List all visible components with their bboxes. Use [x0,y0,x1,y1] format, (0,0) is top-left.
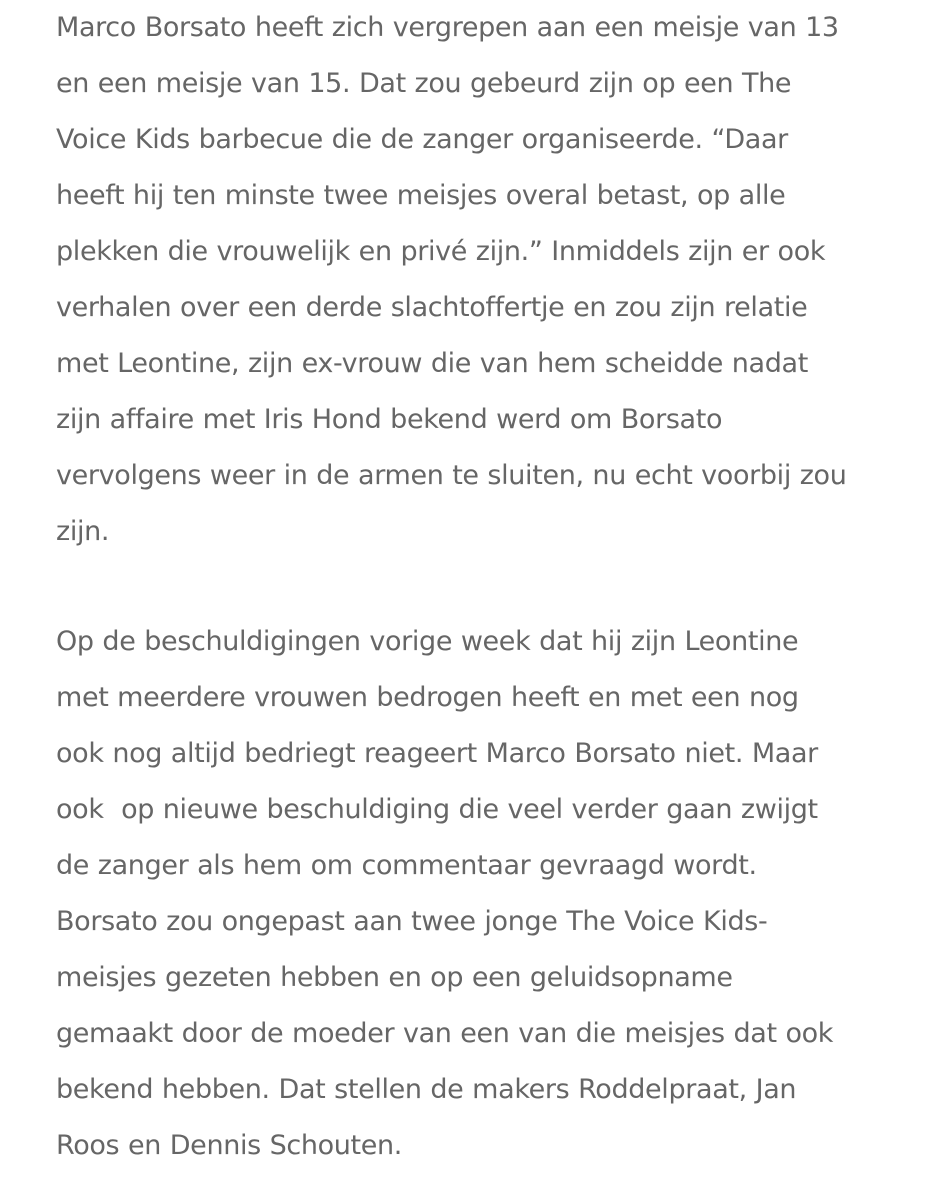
text-line: met Leontine, zijn ex-vrouw die van hem scheidde nadat [56,348,808,379]
text-line: verhalen over een derde slachtoffertje en zou zijn relatie [56,292,808,323]
text-line: plekken die vrouwelijk en privé zijn.” Inmiddels zijn er ook [56,236,826,267]
text-line: Roos en Dennis Schouten. [56,1130,403,1161]
text-line: zijn affaire met Iris Hond bekend werd om Borsato [56,404,723,435]
text-line: bekend hebben. Dat stellen de makers Roddelpraat, Jan [56,1074,797,1105]
text-line: ook op nieuwe beschuldiging die veel verder gaan zwijgt [56,794,818,825]
text-line: Borsato zou ongepast aan twee jonge The Voice Kids- [56,906,768,937]
text-line: gemaakt door de moeder van een van die meisjes dat ook [56,1018,834,1049]
text-line: vervolgens weer in de armen te sluiten, nu echt voorbij zou [56,460,847,491]
text-line: Voice Kids barbecue die de zanger organiseerde. “Daar [56,124,788,155]
text-line: heeft hij ten minste twee meisjes overal betast, op alle [56,180,786,211]
text-line: zijn. [56,516,110,547]
text-line: Marco Borsato heeft zich vergrepen aan een meisje van 13 [56,12,839,43]
text-line: en een meisje van 15. Dat zou gebeurd zijn op een The [56,68,792,99]
text-line: ook nog altijd bedriegt reageert Marco Borsato niet. Maar [56,738,818,769]
text-line: meisjes gezeten hebben en op een geluidsopname [56,962,733,993]
text-line: met meerdere vrouwen bedrogen heeft en met een nog [56,682,799,713]
text-line: de zanger als hem om commentaar gevraagd wordt. [56,850,757,881]
text-line: Op de beschuldigingen vorige week dat hij zijn Leontine [56,626,799,657]
